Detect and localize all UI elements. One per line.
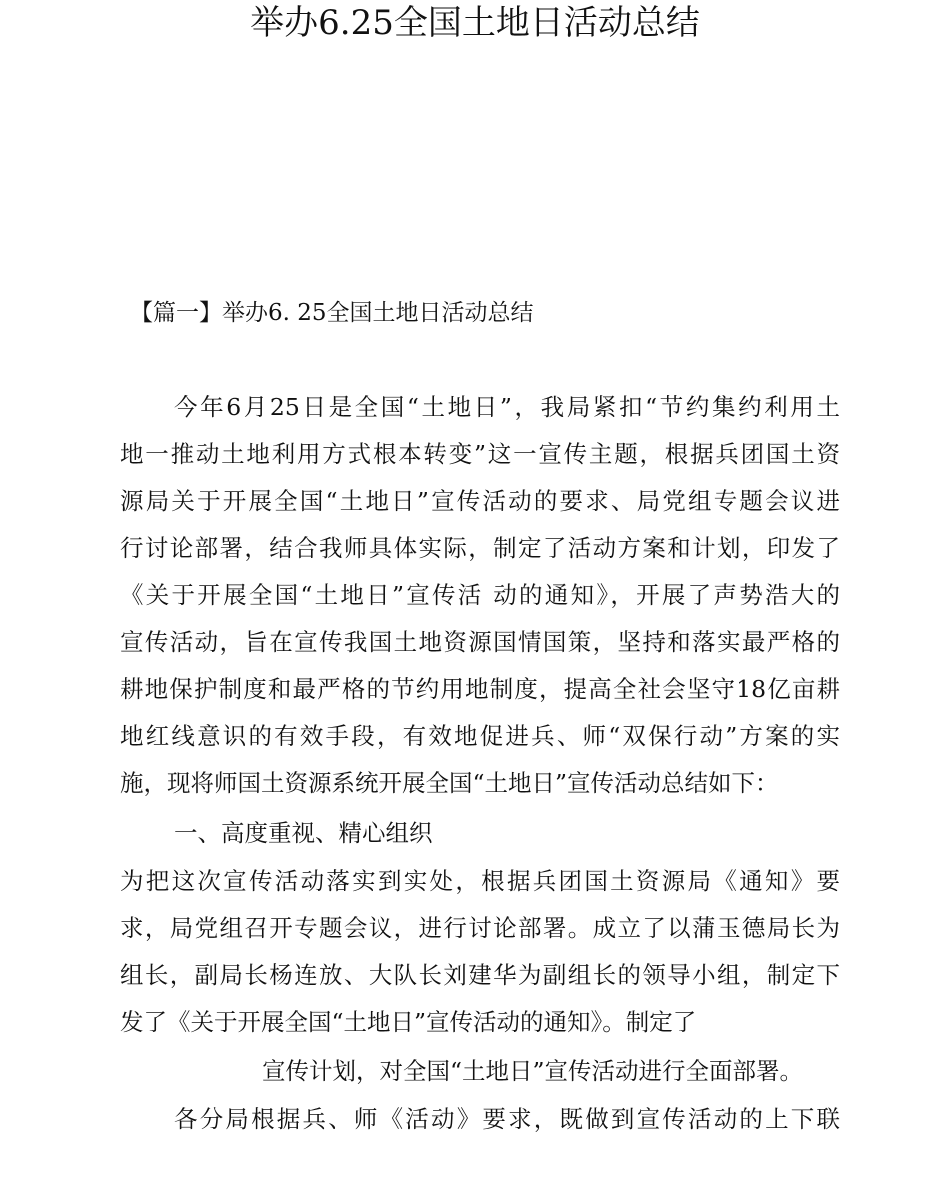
document-title: 举办6.25全国土地日活动总结 [250,3,700,43]
paragraph-line: 发了《关于开展全国“土地日”宣传活动的通知》。制定了 [120,1008,697,1036]
paragraph-line: 源局关于开展全国“土地日”宣传活动的要求、局党组专题会议进 [120,487,840,515]
paragraph-line: 为把这次宣传活动落实到实处，根据兵团国土资源局《通知》要 [120,867,840,895]
paragraph-line: 《关于开展全国“土地日”宣传活 动的通知》，开展了声势浩大的 [120,581,840,609]
paragraph-line: 行讨论部署，结合我师具体实际，制定了活动方案和计划，印发了 [120,534,840,562]
paragraph-line: 地一推动土地利用方式根本转变”这一宣传主题，根据兵团国土资 [120,440,840,468]
paragraph-line: 组长，副局长杨连放、大队长刘建华为副组长的领导小组，制定下 [120,961,840,989]
paragraph-line: 耕地保护制度和最严格的节约用地制度，提高全社会坚守18亿亩耕 [120,675,840,703]
paragraph-line: 宣传计划，对全国“土地日”宣传活动进行全面部署。 [262,1057,804,1085]
paragraph-line: 宣传活动，旨在宣传我国土地资源国情国策，坚持和落实最严格的 [120,628,840,656]
section-heading: 【篇一】举办6. 25全国土地日活动总结 [130,300,534,326]
section-heading-1: 一、高度重视、精心组织 [174,819,433,847]
paragraph-line: 地红线意识的有效手段，有效地促进兵、师“双保行动”方案的实 [120,722,840,750]
paragraph-line: 施，现将师国土资源系统开展全国“土地日”宣传活动总结如下： [120,769,779,797]
paragraph-line: 各分局根据兵、师《活动》要求，既做到宣传活动的上下联 [174,1105,840,1133]
paragraph-line: 今年6月25日是全国“土地日”，我局紧扣“节约集约利用土 [174,393,840,421]
paragraph-line: 求，局党组召开专题会议，进行讨论部署。成立了以蒲玉德局长为 [120,914,840,942]
